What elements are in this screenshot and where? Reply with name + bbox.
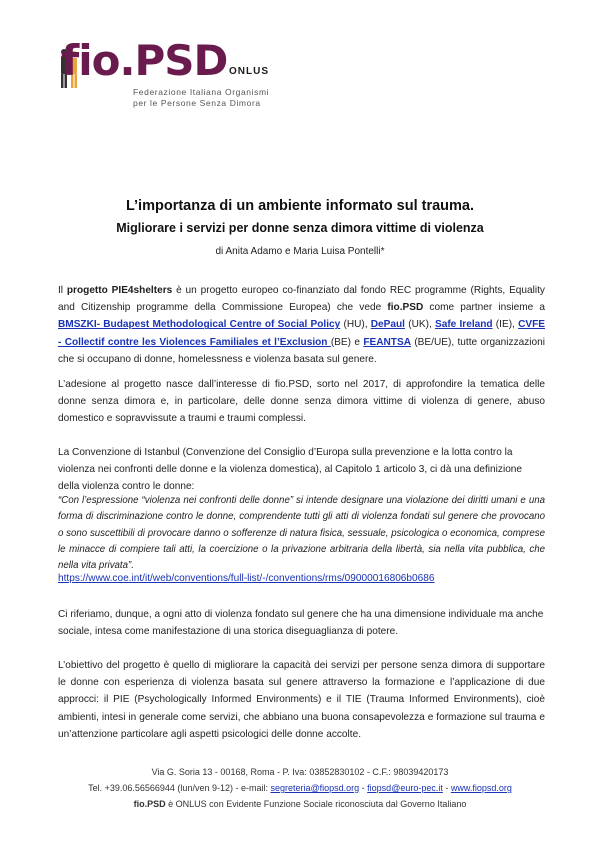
logo-subtitle-line2: per le Persone Senza Dimora <box>133 98 261 108</box>
document-title: L’importanza di un ambiente informato sul trauma. <box>125 198 475 214</box>
text-span: è un progetto europeo co-finanziato dal fondo REC programme (Rights, Equality and Citizenship programme della Commissione Europea) che vede <box>58 285 545 314</box>
authors-line: di Anita Adamo e Maria Luisa Pontelli* <box>215 246 385 257</box>
partner-link-depaul[interactable]: DePaul <box>370 319 405 331</box>
footer-onlus-note <box>0 799 600 809</box>
email-link-pec[interactable]: fiopsd@euro-pec.it <box>367 783 443 793</box>
partner-link-cvfe[interactable]: CVFE - Collectif contre les Violences Familiales et l’Exclusion <box>58 319 545 348</box>
quote-source <box>58 570 545 587</box>
text-span: Il <box>58 285 67 296</box>
website-link[interactable]: www.fiopsd.org <box>450 783 512 793</box>
partner-link-bmszki[interactable]: BMSZKI- Budapest Methodological Centre of Social Policy <box>58 319 341 331</box>
logo-subtitle-line1: Federazione Italiana Organismi <box>133 87 270 97</box>
text-span: (IE), <box>492 319 519 331</box>
text-span: (UK), <box>405 319 435 331</box>
paragraph-intro <box>58 282 545 368</box>
paragraph-gender-violence: Ci riferiamo, dunque, a ogni atto di violenza fondato sul genere che ha una dimensione individuale ma anche sociale, intesa come manifestazione di una storica diseguaglianza di potere. <box>58 609 544 638</box>
partner-link-feantsa[interactable]: FEANTSA <box>363 336 411 348</box>
footer-contacts <box>0 783 600 793</box>
footer-address: Via G. Soria 13 - 00168, Roma - P. Iva: 03852830102 - C.F.: 98039420173 <box>151 767 449 777</box>
org-name: fio.PSD <box>133 799 166 809</box>
logo-text: fio.PSD <box>61 36 228 85</box>
paragraph-membership: L’adesione al progetto nasce dall’interesse di fio.PSD, sorto nel 2017, di approfondire la tematica delle donne senza dimora e, in particolare, delle donne senza dimora vittime di violenza di genere, abuso domestico e sopravvissute a traumi e traumi complessi. <box>58 379 545 425</box>
paragraph-istanbul-convention: La Convenzione di Istanbul (Convenzione del Consiglio d’Europa sulla prevenzione e la lotta contro la violenza nei confronti delle donne e la violenza domestica), al Capitolo 1 articolo 3, ci dà una definizione della violenza contro le donne: <box>58 447 523 493</box>
text-span: (BE/UE), tutte organizzazioni che si occupano di donne, homelessness e violenza basata sul genere. <box>58 336 545 365</box>
fiopsd-logo <box>59 36 349 106</box>
convention-quote: “Con l’espressione “violenza nei confronti delle donne” si intende designare una violazione dei diritti umani e una forma di discriminazione contro le donne, comprendente tutti gli atti di violenza fondati sul genere che provocano o sono suscettibili di provocare danno o sofferenze di natura fisica, sessuale, psicologica o economica, comprese le minacce di compiere tali atti, la coercizione o la privazione arbitraria della libertà, sia nella vita pubblica, che nella vita privata”. <box>58 495 545 572</box>
text-span: (BE) e <box>330 336 364 348</box>
document-subtitle: Migliorare i servizi per donne senza dimora vittime di violenza <box>116 221 484 235</box>
text-span: Tel. +39.06.56566944 (lun/ven 9-12) - e-mail: <box>88 783 271 793</box>
project-name: progetto PIE4shelters <box>66 285 173 296</box>
convention-url-link[interactable]: https://www.coe.int/it/web/conventions/full-list/-/conventions/rms/09000016806b0686 <box>58 573 435 584</box>
text-span: come partner insieme a <box>423 302 546 314</box>
paragraph-project-goal: L’obiettivo del progetto è quello di migliorare la capacità dei servizi per persone senza dimora di supportare le donne con esperienza di violenza basata sul genere attraverso la formazione e l’applicazione di due approcci: il PIE (Psychologically Informed Environments) e il TIE (Trauma Informed Environments), cioè ambienti, intesi in generale come servizi, che abbiano una buona consapevolezza e formazione sul trauma e un’attenzione particolare agli aspetti psicologici delle donne accolte. <box>58 660 545 740</box>
text-span: è ONLUS con Evidente Funzione Sociale riconosciuta dal Governo Italiano <box>165 799 467 809</box>
logo-onlus: ONLUS <box>229 66 269 77</box>
email-link-segreteria[interactable]: segreteria@fiopsd.org <box>270 783 360 793</box>
text-span: - <box>442 783 451 793</box>
text-span: (HU), <box>340 319 371 331</box>
fio-name: fio.PSD <box>387 302 424 314</box>
partner-link-safe-ireland[interactable]: Safe Ireland <box>434 319 493 331</box>
text-span: - <box>359 783 368 793</box>
